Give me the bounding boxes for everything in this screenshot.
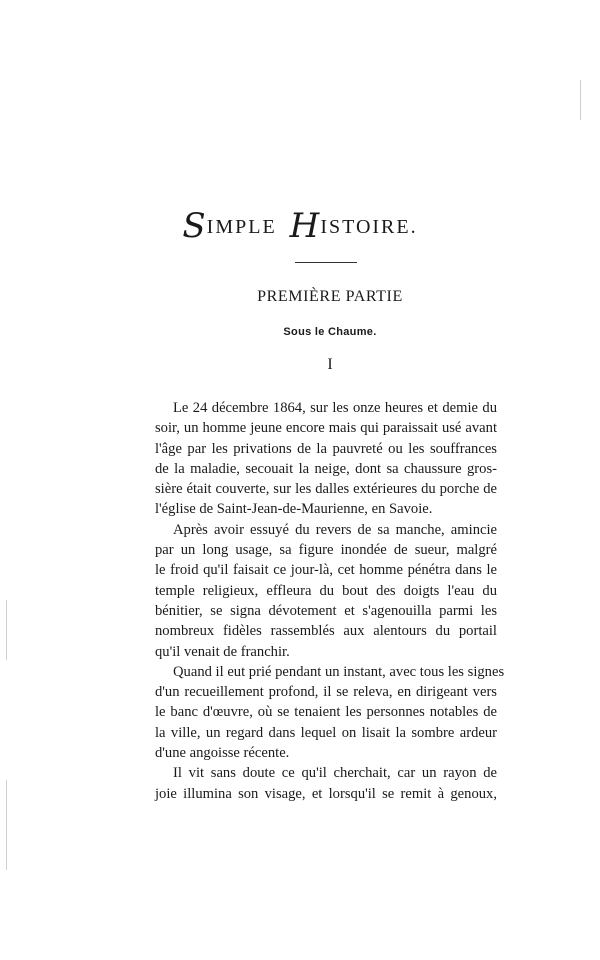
text-line: par un long usage, sa figure inondée de sueur, malgré <box>155 542 497 559</box>
text-line: qu'il venait de franchir. <box>155 643 290 660</box>
book-title <box>0 206 600 246</box>
text-line: de la maladie, secouait la neige, dont sa chaussure gros- <box>155 460 497 477</box>
text-line: Il vit sans doute ce qu'il cherchait, car un rayon de <box>173 765 497 782</box>
text-line: le banc d'œuvre, où se tenaient les personnes notables de <box>155 704 497 721</box>
text-line: Quand il eut prié pendant un instant, avec tous les signes <box>173 663 505 680</box>
title-divider <box>295 262 357 263</box>
text-line: temple religieux, effleura du bout des doigts l'eau du <box>155 582 497 599</box>
text-line: joie illumina son visage, et lorsqu'il se remit à genoux, <box>155 785 497 802</box>
scan-edge-mark <box>6 600 7 660</box>
title-initial-s: S <box>182 206 207 246</box>
text-line: l'âge par les privations de la pauvreté ou les souffrances <box>155 440 497 457</box>
text-line: Après avoir essuyé du revers de sa manche, amincie <box>173 521 497 538</box>
title-word-simple: IMPLE <box>206 216 277 238</box>
text-line: sière était couverte, sur les dalles extérieures du porche de <box>155 481 497 498</box>
text-line: Le 24 décembre 1864, sur les onze heures et demie du <box>173 400 497 416</box>
title-word-histoire: ISTOIRE. <box>320 216 418 238</box>
text-line: d'un recueillement profond, il se releva, en dirigeant vers <box>155 684 497 701</box>
scan-edge-mark <box>6 780 7 870</box>
body-text <box>155 398 505 804</box>
text-line: l'église de Saint-Jean-de-Maurienne, en Savoie. <box>155 501 433 518</box>
text-line: la ville, un regard dans lequel on lisait la sombre ardeur <box>155 724 497 741</box>
text-line: nombreux fidèles rassemblés aux alentours du portail <box>155 623 497 640</box>
part-heading: PREMIÈRE PARTIE <box>257 288 403 305</box>
text-line: soir, un homme jeune encore mais qui paraissait usé avant <box>155 420 497 437</box>
part-subtitle: Sous le Chaume. <box>283 326 377 338</box>
scan-edge-mark <box>580 80 581 120</box>
chapter-number: I <box>327 356 333 373</box>
text-line: d'une angoisse récente. <box>155 745 290 762</box>
title-initial-h: H <box>289 206 321 246</box>
text-line: le froid qu'il faisait ce jour-là, cet homme pénétra dans le <box>155 562 497 579</box>
text-line: bénitier, se signa dévotement et s'agenouilla parmi les <box>155 602 497 619</box>
